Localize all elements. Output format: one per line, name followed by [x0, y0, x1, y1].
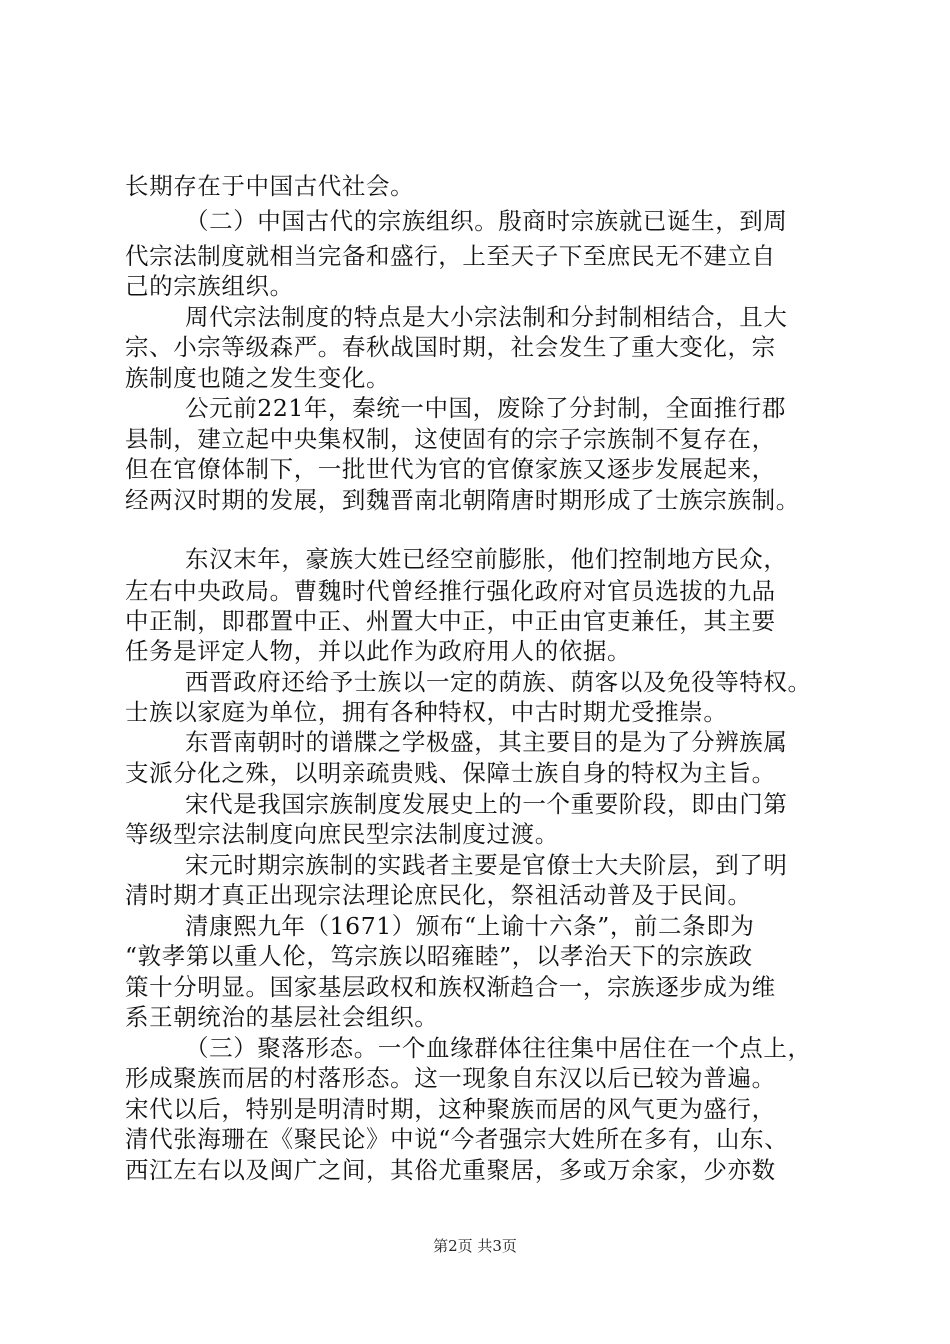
text-line: 左右中央政局。曹魏时代曾经推行强化政府对官员选拔的九品: [125, 577, 776, 605]
text-line: 宗、小宗等级森严。春秋战国时期，社会发生了重大变化，宗: [125, 333, 776, 361]
text-line: 中正制，即郡置中正、州置大中正，中正由官吏兼任，其主要: [125, 607, 776, 635]
text-line: 清时期才真正出现宗法理论庶民化，祭祖活动普及于民间。: [125, 881, 752, 909]
text-line: 系王朝统治的基层社会组织。: [125, 1003, 439, 1031]
text-line: 任务是评定人物，并以此作为政府用人的依据。: [125, 637, 632, 665]
text-line: 周代宗法制度的特点是大小宗法制和分封制相结合，且大: [185, 303, 788, 331]
text-line: 等级型宗法制度向庶民型宗法制度过渡。: [125, 820, 559, 848]
text-line: 公元前221年，秦统一中国，废除了分封制，全面推行郡: [185, 394, 786, 422]
text-line: 西江左右以及闽广之间，其俗尤重聚居，多或万余家，少亦数: [125, 1156, 776, 1184]
text-line: 县制，建立起中央集权制，这使固有的宗子宗族制不复存在，: [125, 425, 776, 453]
text-line: （二）中国古代的宗族组织。殷商时宗族就已诞生，到周: [185, 207, 788, 235]
text-line: 长期存在于中国古代社会。: [125, 172, 415, 200]
text-line: 西晋政府还给予士族以一定的荫族、荫客以及免役等特权。: [185, 668, 812, 696]
text-line: “敦孝第以重人伦，笃宗族以昭雍睦”，以孝治天下的宗族政: [125, 942, 753, 970]
text-line: 策十分明显。国家基层政权和族权渐趋合一，宗族逐步成为维: [125, 973, 776, 1001]
text-line: 己的宗族组织。: [125, 272, 294, 300]
text-line: 清康熙九年（1671）颁布“上谕十六条”，前二条即为: [185, 912, 755, 940]
text-line: 宋元时期宗族制的实践者主要是官僚士大夫阶层，到了明: [185, 851, 788, 879]
text-line: 清代张海珊在《聚民论》中说“今者强宗大姓所在多有，山东、: [125, 1125, 789, 1153]
text-line: 东汉末年，豪族大姓已经空前膨胀，他们控制地方民众，: [185, 545, 788, 573]
text-line: 支派分化之殊，以明亲疏贵贱、保障士族自身的特权为主旨。: [125, 759, 776, 787]
text-line: 形成聚族而居的村落形态。这一现象自东汉以后已较为普遍。: [125, 1064, 776, 1092]
text-line: （三）聚落形态。一个血缘群体往往集中居住在一个点上，: [185, 1034, 812, 1062]
page-number-footer: 第2页 共3页: [433, 1237, 517, 1255]
text-line: 经两汉时期的发展，到魏晋南北朝隋唐时期形成了士族宗族制。: [125, 486, 800, 514]
text-line: 宋代以后，特别是明清时期，这种聚族而居的风气更为盛行，: [125, 1095, 776, 1123]
text-line: 东晋南朝时的谱牒之学极盛，其主要目的是为了分辨族属: [185, 728, 788, 756]
text-line: 代宗法制度就相当完备和盛行，上至天子下至庶民无不建立自: [125, 242, 776, 270]
text-line: 宋代是我国宗族制度发展史上的一个重要阶段，即由门第: [185, 790, 788, 818]
text-line: 族制度也随之发生变化。: [125, 364, 391, 392]
text-line: 士族以家庭为单位，拥有各种特权，中古时期尤受推崇。: [125, 698, 728, 726]
text-line: 但在官僚体制下，一批世代为官的官僚家族又逐步发展起来，: [125, 455, 776, 483]
